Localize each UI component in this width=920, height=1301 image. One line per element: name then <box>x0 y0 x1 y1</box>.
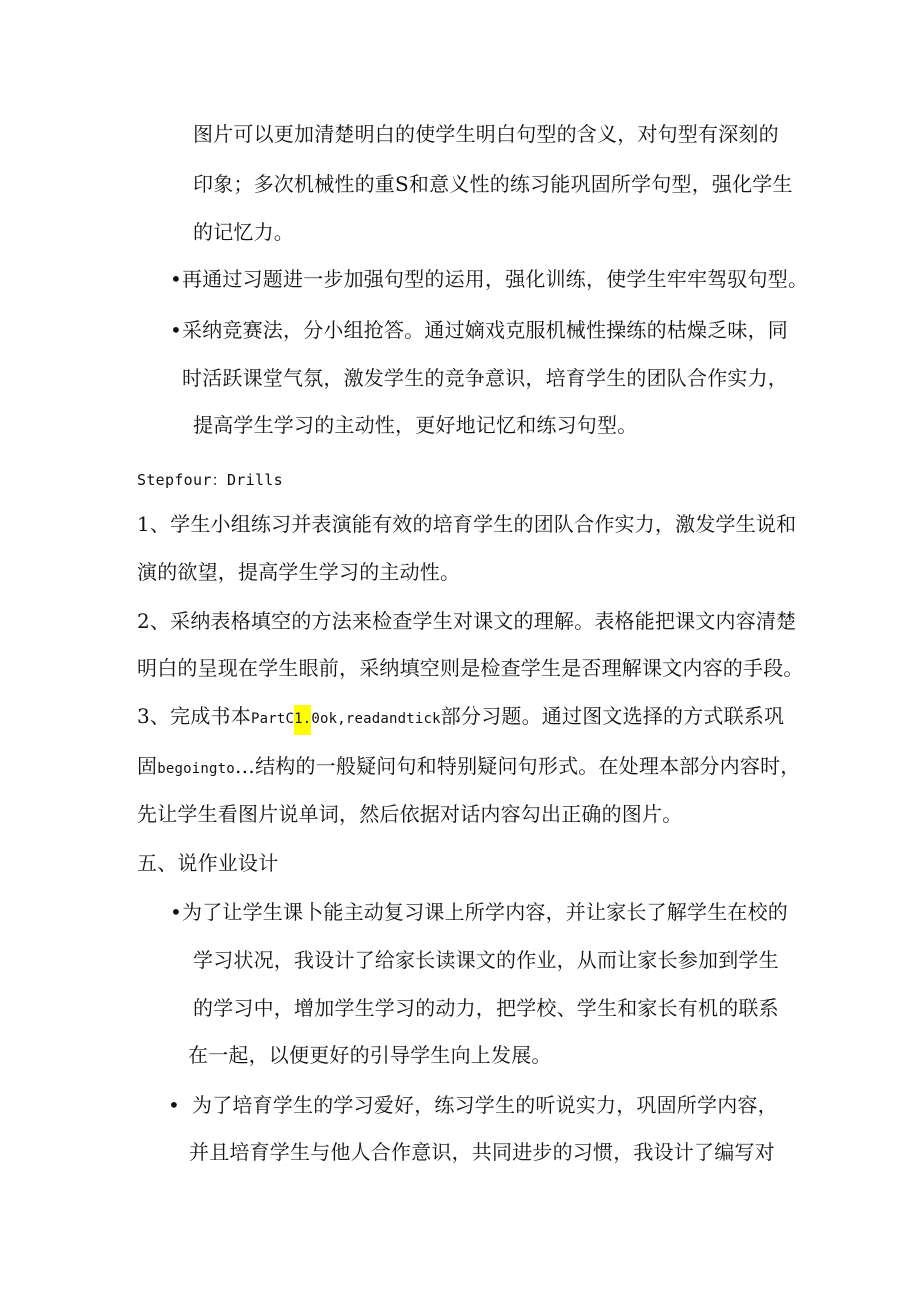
drill-3-line-2 <box>137 752 800 783</box>
bullet-b1-line-2: 学习状况，我设计了给家长读课文的作业，从而让家长参加到学生 <box>193 948 779 972</box>
drill-1-line-1: 1、学生小组练习并表演能有效的培育学生的团队合作实力，激发学生说和 <box>137 512 797 536</box>
bullet-a2-line-1 <box>170 316 788 344</box>
intro-line-3: 的记忆力。 <box>193 220 294 244</box>
section-five-heading: 五、说作业设计 <box>137 851 279 875</box>
bullet-b1-line-4: 在一起，以便更好的引导学生向上发展。 <box>188 1043 552 1067</box>
bullet-a1-text: 再通过习题进一步加强句型的运用，强化训练，使学生牢牢驾驭句型。 <box>182 267 809 291</box>
drill-3-line2-prefix: 固 <box>137 754 158 778</box>
drill-3-line-3: 先让学生看图片说单词，然后依据对话内容勾出正确的图片。 <box>137 802 683 826</box>
drill-3-line2-suffix: …结构的一般疑问句和特别疑问句形式。在处理本部分内容时， <box>234 754 801 778</box>
bullet-a2-line-2: 时活跃课堂气氛，激发学生的竞争意识，培育学生的团队合作实力， <box>182 366 788 390</box>
drill-3-highlight: 1. <box>294 705 311 735</box>
bullet-marker: • <box>168 1093 180 1117</box>
bullet-b1-line-1 <box>170 898 788 926</box>
bullet-a2-text-1: 采纳竞赛法，分小组抢答。通过嫡戏克服机械性操练的枯燥乏味，同 <box>182 318 788 342</box>
bullet-b2-text-1: 为了培育学生的学习爱好，练习学生的听说实力，巩固所学内容， <box>192 1093 778 1117</box>
drill-2-line-2: 明白的呈现在学生眼前，采纳填空则是检查学生是否理解课文内容的手段。 <box>137 656 804 680</box>
drill-1-line-2: 演的欲望，提高学生学习的主动性。 <box>137 560 461 584</box>
drill-3-code-2: 0ok,readandtick <box>311 711 441 727</box>
drill-3-suffix: 部分习题。通过图文选择的方式联系巩 <box>440 704 785 728</box>
step-heading: Stepfour：Drills <box>137 471 283 489</box>
bullet-b2-line-2: 并且培育学生与他人合作意识，共同进步的习惯，我设计了编写对 <box>189 1140 775 1164</box>
drill-3-prefix: 3、完成书本 <box>137 704 251 728</box>
bullet-marker: • <box>170 900 182 924</box>
drill-2-line-1: 2、采纳表格填空的方法来检查学生对课文的理解。表格能把课文内容清楚 <box>137 609 797 633</box>
bullet-marker: • <box>170 267 182 291</box>
bullet-b1-line-3: 的学习中，增加学生学习的动力，把学校、学生和家长有机的联系 <box>193 996 779 1020</box>
drill-3-line-1 <box>137 702 784 733</box>
intro-line-2: 印象；多次机械性的重S和意义性的练习能巩固所学句型，强化学生 <box>193 172 793 196</box>
bullet-a2-line-3: 提高学生学习的主动性，更好地记忆和练习句型。 <box>193 413 638 437</box>
drill-3-code-1: PartC <box>250 711 295 727</box>
intro-line-1: 图片可以更加清楚明白的使学生明白句型的含义，对句型有深刻的 <box>193 122 779 146</box>
bullet-marker: • <box>170 318 182 342</box>
drill-3-line2-code: begoingto <box>157 761 235 777</box>
bullet-a1 <box>170 265 808 293</box>
bullet-b1-text-1: 为了让学生课卜能主动复习课上所学内容，并让家长了解学生在校的 <box>182 900 788 924</box>
bullet-b2-line-1 <box>168 1091 778 1119</box>
